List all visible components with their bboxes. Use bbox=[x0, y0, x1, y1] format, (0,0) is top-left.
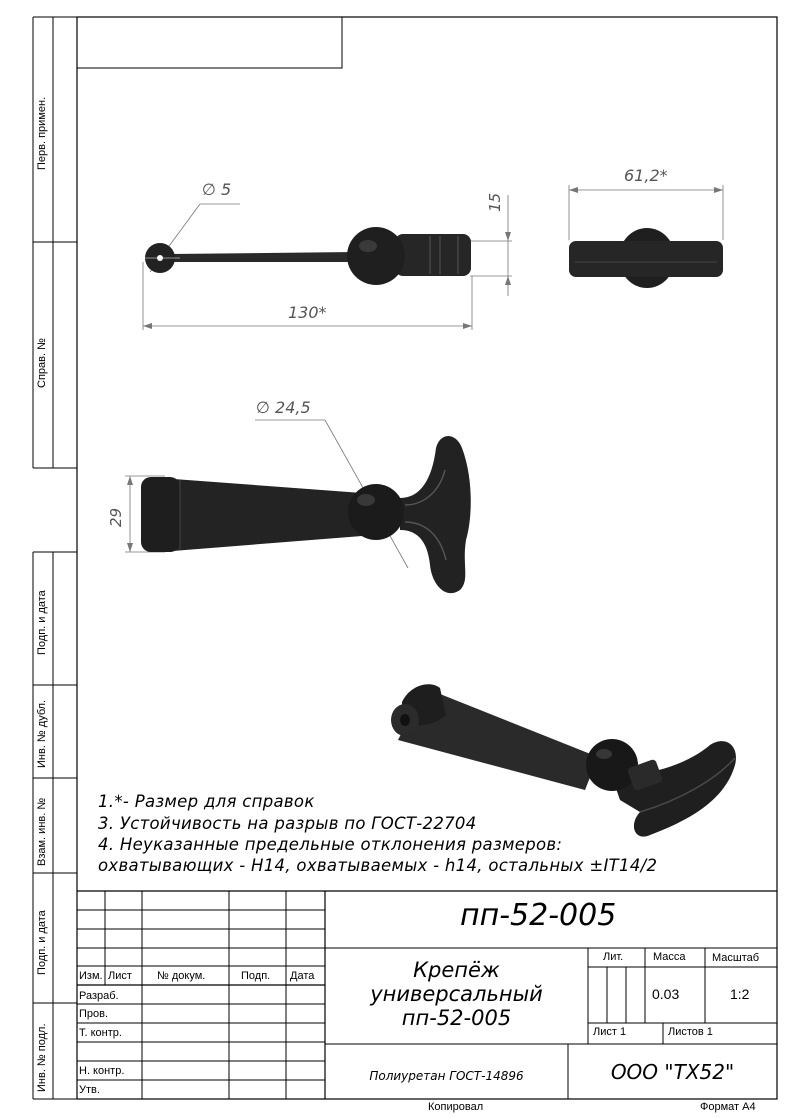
note-line-2: 3. Устойчивость на разрыв по ГОСТ-22704 bbox=[98, 814, 477, 833]
side-podp-data-1: Подп. и дата bbox=[36, 590, 48, 655]
material: Полиуретан ГОСТ-14896 bbox=[369, 1069, 524, 1083]
dim-height-15: 15 bbox=[486, 192, 504, 212]
col-data: Дата bbox=[290, 970, 315, 982]
part-name-line-3: пп-52-005 bbox=[401, 1006, 512, 1030]
sheet-number: Лист 1 bbox=[593, 1026, 627, 1038]
dim-length-130: 130* bbox=[288, 303, 327, 322]
side-vzam-inv-no: Взам. инв. № bbox=[36, 797, 48, 866]
dim-width-61: 61,2* bbox=[624, 166, 668, 185]
header-massa: Масса bbox=[653, 951, 686, 963]
side-inv-no-dubl: Инв. № дубл. bbox=[36, 699, 48, 768]
note-line-1: 1.*- Размер для справок bbox=[98, 792, 315, 811]
dim-height-29: 29 bbox=[107, 507, 125, 527]
row-prov: Пров. bbox=[79, 1008, 109, 1020]
col-list: Лист bbox=[108, 970, 132, 982]
footer-format: Формат А4 bbox=[700, 1101, 756, 1113]
row-t-kontr: Т. контр. bbox=[79, 1027, 122, 1039]
row-n-kontr: Н. контр. bbox=[79, 1065, 125, 1077]
sheet-count: Листов 1 bbox=[668, 1026, 713, 1038]
company: ООО "ТХ52" bbox=[610, 1060, 735, 1084]
front-view bbox=[125, 420, 471, 593]
row-utv: Утв. bbox=[79, 1084, 100, 1096]
side-sprav-no: Справ. № bbox=[36, 338, 48, 388]
massa-value: 0.03 bbox=[652, 986, 680, 1002]
col-podp: Подп. bbox=[241, 970, 271, 982]
part-name-line-1: Крепёж bbox=[413, 958, 500, 982]
part-name-line-2: универсальный bbox=[370, 982, 543, 1006]
col-dokum: № докум. bbox=[157, 970, 206, 982]
end-view bbox=[569, 185, 723, 288]
col-izm: Изм. bbox=[79, 970, 103, 982]
designation: пп-52-005 bbox=[460, 898, 617, 933]
row-razrab: Разраб. bbox=[79, 990, 119, 1002]
side-inv-no-podl: Инв. № подл. bbox=[36, 1023, 48, 1092]
side-perv-primen: Перв. примен. bbox=[36, 96, 48, 170]
header-lit: Лит. bbox=[603, 951, 624, 963]
dim-diameter-5: ∅ 5 bbox=[202, 180, 232, 199]
footer-kopiroval: Копировал bbox=[428, 1101, 484, 1113]
header-masshtab: Масштаб bbox=[712, 952, 760, 964]
masshtab-value: 1:2 bbox=[730, 986, 750, 1002]
side-podp-data-2: Подп. и дата bbox=[36, 910, 48, 975]
note-line-3: 4. Неуказанные предельные отклонения размеров: bbox=[98, 835, 563, 854]
note-line-4: охватывающих - H14, охватываемых - h14, остальных ±IT14/2 bbox=[98, 856, 658, 875]
dim-diameter-24: ∅ 24,5 bbox=[256, 398, 311, 417]
